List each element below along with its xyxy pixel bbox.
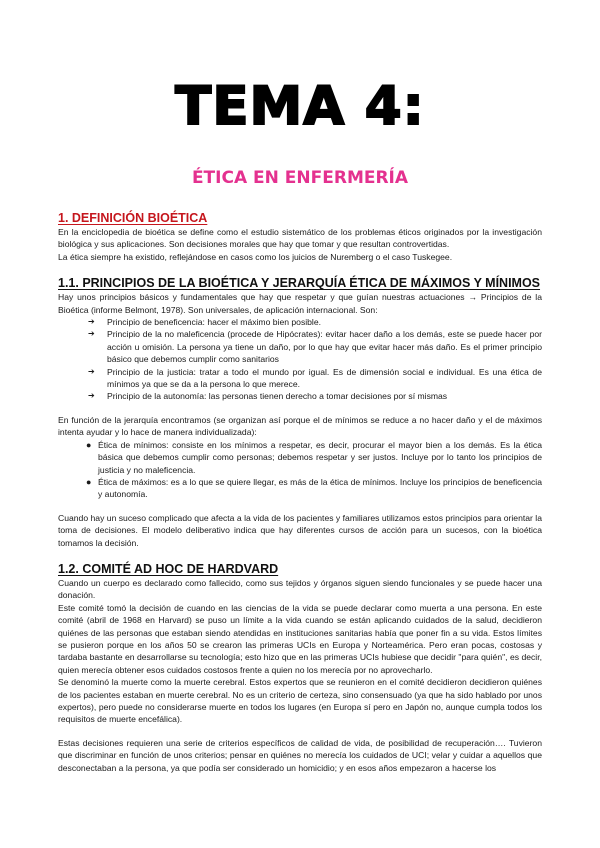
paragraph: Cuando un cuerpo es declarado como fallecido, como sus tejidos y órganos siguen siendo funcionales y se puede hacer una donación.	[58, 577, 542, 601]
paragraph: En función de la jerarquía encontramos (se organizan así porque el de mínimos se reduce a no hacer daño y el de máximos intenta ayudar y lo hace de manera individualizada):	[58, 414, 542, 438]
paragraph: Hay unos principios básicos y fundamentales que hay que respetar y que guían nuestras actuaciones → Principios de la Bioética (informe Belmont, 1978). Son universales, de aplicación internacional. Son:	[58, 292, 542, 315]
list-item: ➔ Principio de beneficencia: hacer el máximo bien posible.	[88, 317, 322, 328]
paragraph: Se denominó la muerte como la muerte cerebral. Estos expertos que se reunieron en el comité decidieron decidieron quiénes de los pacientes estaban en muerte cerebral. No es un criterio de certeza, sino consensuado (ya que ha sido hablado por unos expertos), pero puede no considerarse muerte en todos los lugares (en Europa sí pero en Japón no, aunque cumpla todos los requisitos de muerte encefálica).	[58, 677, 542, 725]
right-arrow-bullet-icon: ➔	[88, 317, 95, 327]
round-bullet-icon: ●	[86, 476, 92, 487]
list-item: ➔ Principio de la justicia: tratar a todo el mundo por igual. Es de dimensión social e individual. Es una ética de mínimos ya que se da a la persona lo que merece.	[88, 366, 542, 390]
paragraph: Este comité tomó la decisión de cuando en las ciencias de la vida se puede declarar como muerta a una persona. En este comité (abril de 1968 en Harvard) se puso un límite a la vida cuando se están aplicando cuidados de la salud, decidieron quiénes de las personas que estaban siendo atendidas en instituciones sanitarias había que poner fin a su vida. Estos límites se pusieron porque en los años 50 se crearon las primeras UCIs en Europa y Norteamérica. Pero eran pocas, costosas y tardaba bastante en desarrollarse su tecnología; esto hizo que en las primeras UCIs hubiese que decidir "para quién", es decir, quien merecía obtener esos cuidados costosos frente a quien no los merecía por no aprovecharlo.	[58, 602, 542, 675]
paragraph: La ética siempre ha existido, reflejándose en casos como los juicios de Nuremberg o el caso Tuskegee.	[58, 251, 453, 262]
page-subtitle: ÉTICA EN ENFERMERÍA	[191, 168, 409, 188]
list-item: ➔ Principio de la autonomía: las personas tienen derecho a tomar decisiones por sí mismas	[88, 391, 448, 402]
right-arrow-bullet-icon: ➔	[88, 329, 95, 339]
round-bullet-icon: ●	[86, 439, 92, 450]
list-item: ➔ Principio de la no maleficencia (procede de Hipócrates): evitar hacer daño a los demás, este se puede hacer por acción u omisión. La persona ya tiene un daño, por lo que hay que evitar hacer más daño. Es el primer principio básico que debemos cumplir como sanitarios	[88, 329, 542, 365]
section-heading-definicion: 1. DEFINICIÓN BIOÉTICA	[58, 211, 208, 225]
page-title: TEMA 4:	[175, 76, 425, 137]
paragraph: Estas decisiones requieren una serie de criterios específicos de calidad de vida, de posibilidad de recuperación…. Tuvieron que discriminar en función de unos criterios; pensar en quiénes no merecía los cuidados de UCI; velar y cuidar a aquellos que desconectaban a la persona, ya que podía ser considerado un homicidio; y en esos años empezaron a hacerse los	[58, 737, 542, 773]
paragraph: Cuando hay un suceso complicado que afecta a la vida de los pacientes y familiares utilizamos estos principios para orientar la toma de decisiones. El modelo deliberativo indica que hay diferentes cursos de acción para un sucesos, con la bioética tomamos la decisión.	[58, 512, 542, 548]
section-heading-comite: 1.2. COMITÉ AD HOC DE HARDVARD	[58, 561, 279, 576]
principles-list	[58, 316, 542, 403]
section-heading-principios: 1.1. PRINCIPIOS DE LA BIOÉTICA Y JERARQUÍA ÉTICA DE MÁXIMOS Y MÍNIMOS	[58, 276, 541, 291]
list-item: ● Ética de mínimos: consiste en los mínimos a respetar, es decir, procurar el mayor bien a los demás. Es la ética básica que debemos cumplir como personas; debemos respetar y ser justos. Incluye por lo tanto los principios de justicia y no maleficencia.	[86, 439, 542, 475]
paragraph: En la enciclopedia de bioética se define como el estudio sistemático de los problemas éticos originados por la investigación biológica y sus aplicaciones. Son decisiones morales que hay que tomar y que resultan controvertidas.	[58, 227, 542, 250]
list-item: ● Ética de máximos: es a lo que se quiere llegar, es más de la ética de mínimos. Incluye los principios de beneficencia y autonomía.	[86, 476, 542, 500]
hierarchy-list	[58, 439, 542, 501]
right-arrow-bullet-icon: ➔	[88, 366, 95, 376]
right-arrow-bullet-icon: ➔	[88, 391, 95, 401]
